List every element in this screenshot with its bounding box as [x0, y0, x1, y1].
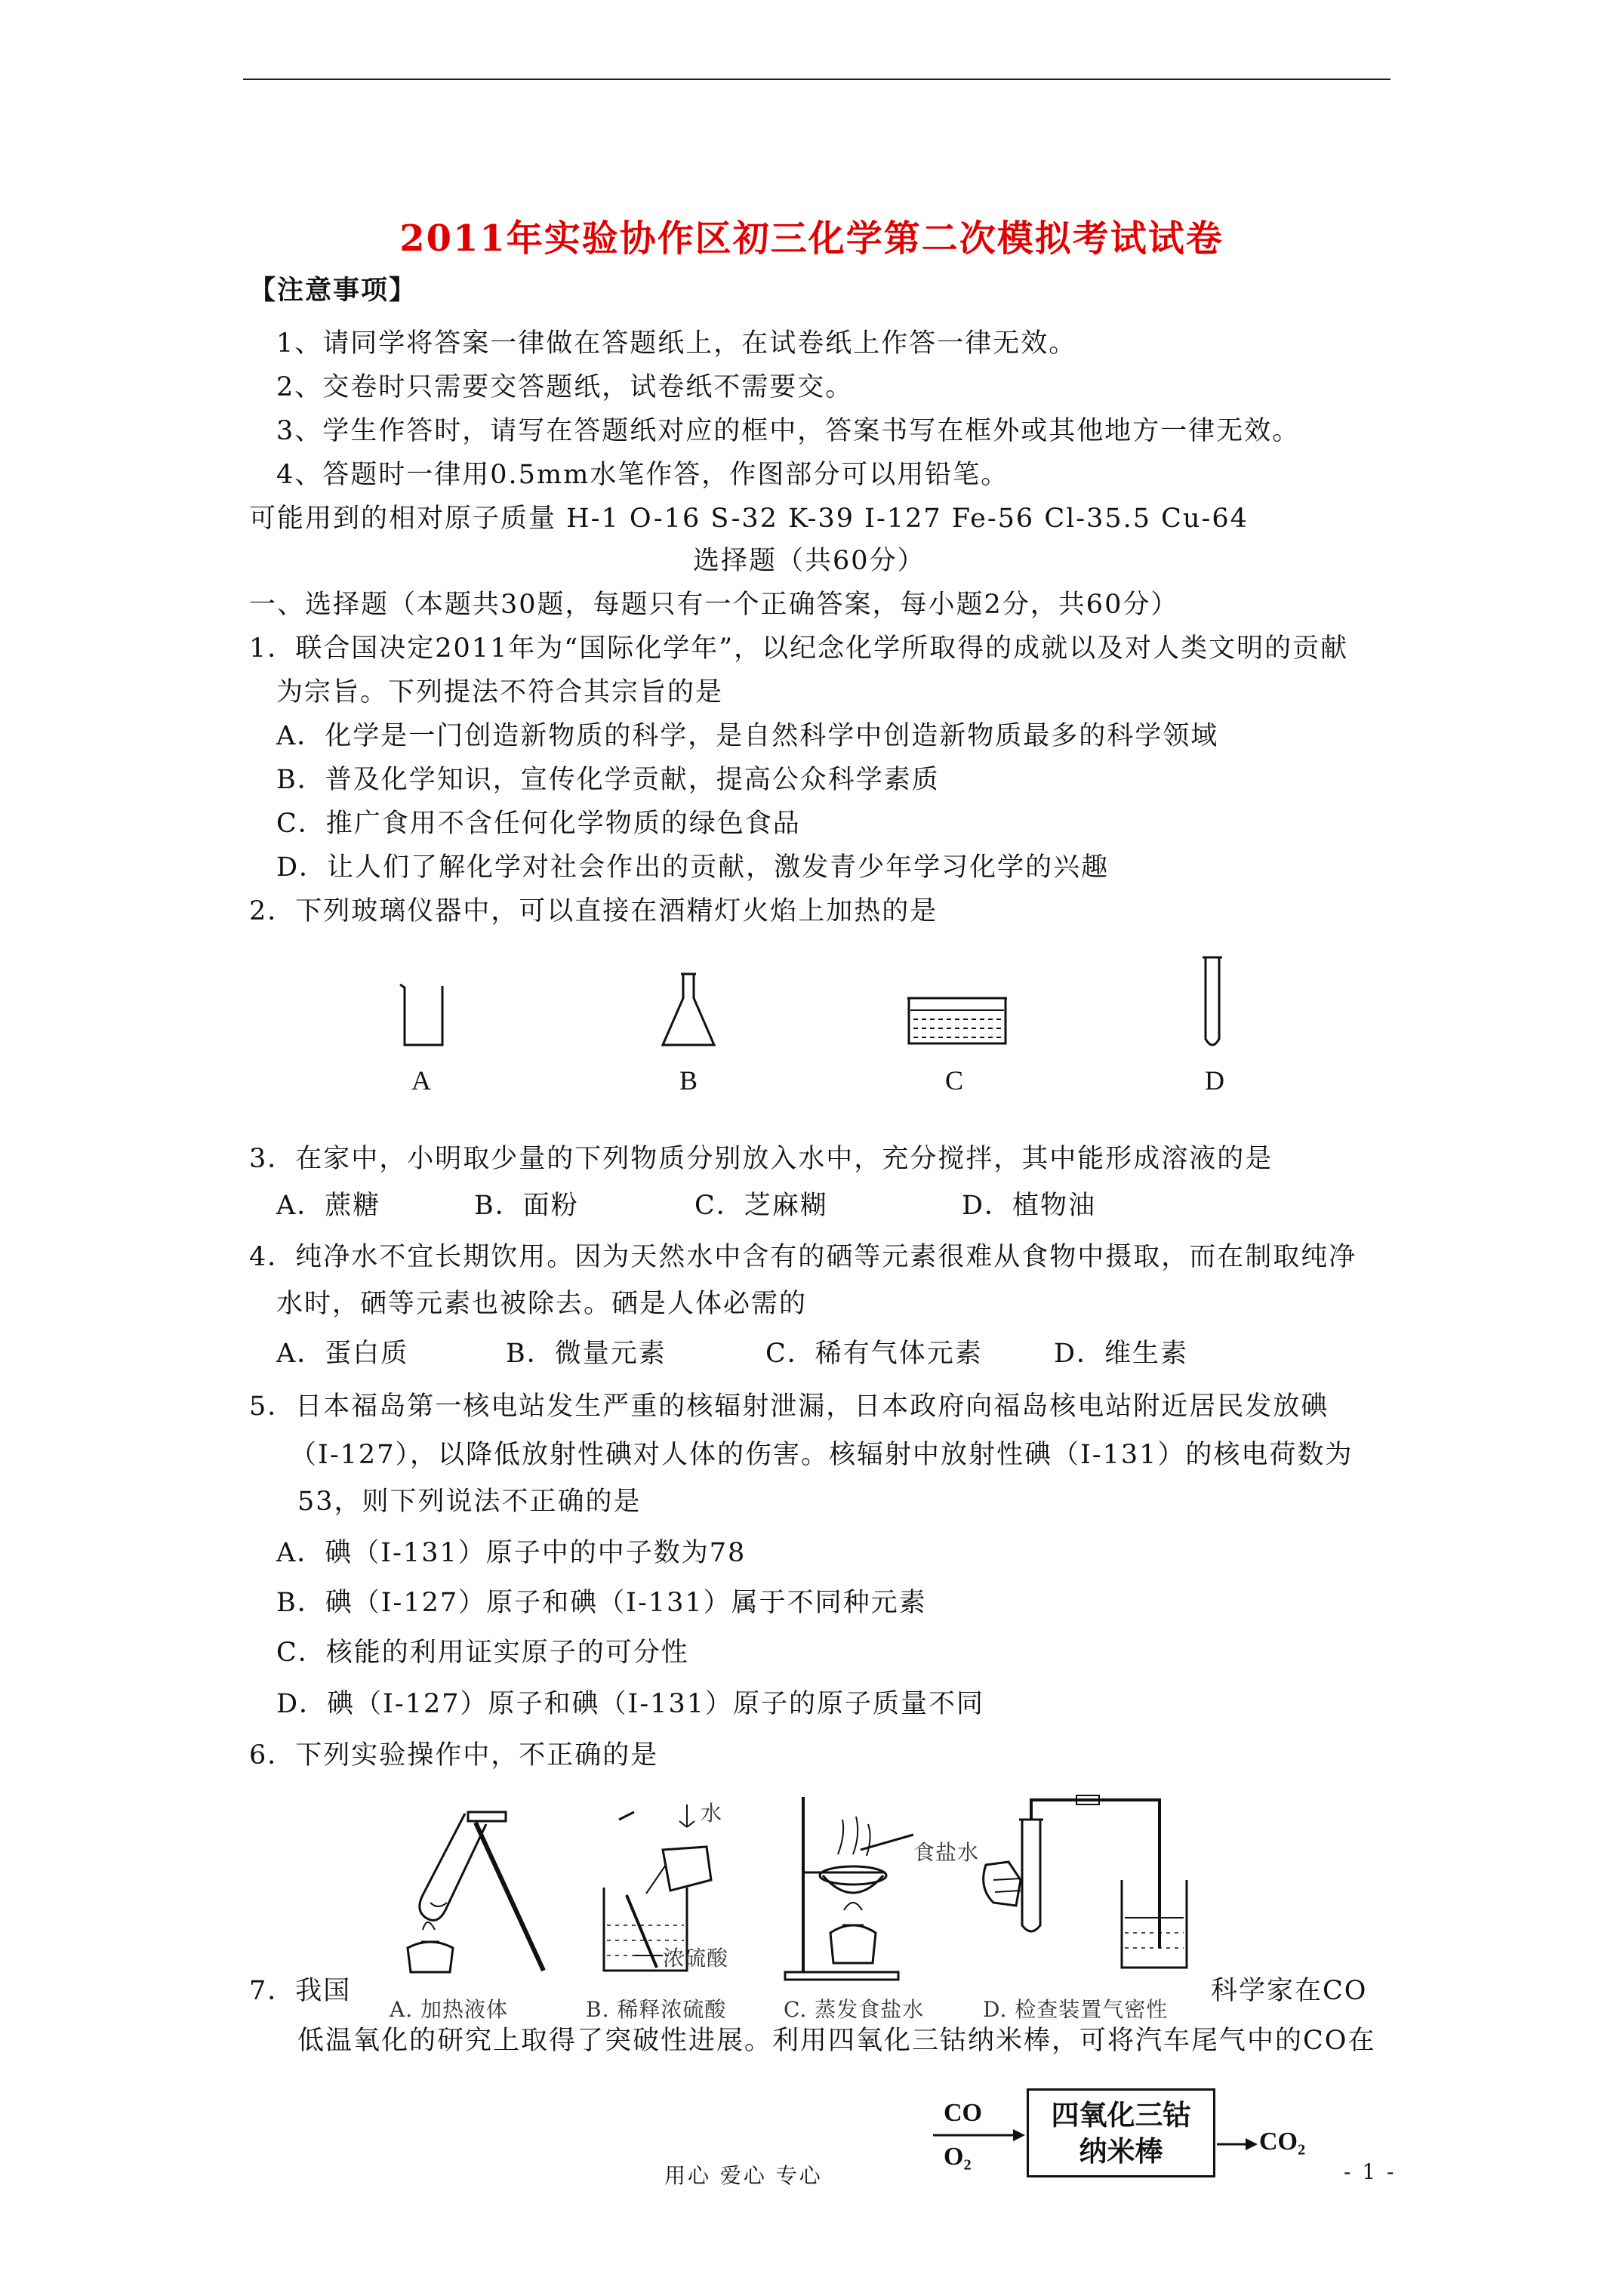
notice-item-3: 3、学生作答时，请写在答题纸对应的框中，答案书写在框外或其他地方一律无效。: [276, 416, 1301, 446]
q4-stem-line2: 水时，硒等元素也被除去。硒是人体必需的: [276, 1289, 808, 1319]
q3-option-a: A．蔗糖: [276, 1191, 381, 1221]
header-rule: [243, 79, 1390, 80]
test-tube-icon: [1199, 954, 1226, 1054]
q6-caption-b: B. 稀释浓硫酸: [586, 1997, 727, 2022]
catalyst-box-line1: 四氧化三钴: [1051, 2098, 1191, 2131]
q5-option-b: B．碘（I-127）原子和碘（I-131）属于不同种元素: [276, 1588, 927, 1618]
q7-stem-start: 7．我国: [249, 1976, 352, 2006]
notice-item-2: 2、交卷时只需要交答题纸，试卷纸不需要交。: [276, 372, 854, 402]
q5-stem-line1: 5．日本福岛第一核电站发生严重的核辐射泄漏，日本政府向福岛核电站附近居民发放碘: [249, 1391, 1329, 1422]
section-subtitle: 选择题（共60分）: [693, 546, 925, 576]
section-heading: 一、选择题（本题共30题，每题只有一个正确答案，每小题2分，共60分）: [249, 590, 1179, 620]
input-arrow-icon: [933, 2126, 1031, 2144]
q2-label-c: C: [945, 1065, 964, 1096]
q5-option-a: A．碘（I-131）原子中的中子数为78: [276, 1538, 747, 1568]
q6-caption-a: A. 加热液体: [390, 1997, 509, 2022]
q1-stem-line2: 为宗旨。下列提法不符合其宗旨的是: [276, 677, 724, 707]
q2-label-a: A: [411, 1065, 431, 1096]
q5-stem-line3: 53，则下列说法不正确的是: [297, 1487, 642, 1517]
evaporating-dish-icon: [904, 988, 1010, 1048]
q1-option-c: C．推广食用不含任何化学物质的绿色食品: [276, 809, 801, 839]
q2-label-d: D: [1205, 1065, 1224, 1096]
q1-option-a: A．化学是一门创造新物质的科学，是自然科学中创造新物质最多的科学领域: [276, 721, 1219, 751]
beaker-icon: [397, 982, 450, 1049]
q6-label-acid: 浓硫酸: [663, 1946, 729, 1971]
atomic-masses: 可能用到的相对原子质量 H-1 O-16 S-32 K-39 I-127 Fe-56 Cl-35.5 Cu-64: [249, 504, 1249, 534]
q4-option-a: A．蛋白质: [276, 1339, 409, 1369]
catalyst-box-line2: 纳米棒: [1079, 2134, 1163, 2168]
notice-item-1: 1、请同学将答案一律做在答题纸上，在试卷纸上作答一律无效。: [276, 328, 1077, 359]
catalyst-box: [1027, 2088, 1215, 2177]
q6-caption-c: C. 蒸发食盐水: [784, 1997, 925, 2022]
heating-liquid-icon: [393, 1797, 544, 1978]
q7-input-o2: O₂: [944, 2143, 972, 2171]
q7-output-co2: CO₂: [1259, 2128, 1306, 2156]
q5-stem-line2: （I-127），以降低放射性碘对人体的伤害。核辐射中放射性碘（I-131）的核电荷数为: [290, 1440, 1354, 1470]
q7-stem-end: 科学家在CO: [1211, 1976, 1368, 2006]
notice-item-4: 4、答题时一律用0.5mm水笔作答，作图部分可以用铅笔。: [276, 460, 1009, 490]
exam-title: 2011年实验协作区初三化学第二次模拟考试试卷: [399, 217, 1224, 260]
q4-stem-line1: 4．纯净水不宜长期饮用。因为天然水中含有的硒等元素很难从食物中摄取，而在制取纯净: [249, 1242, 1357, 1272]
page-number: - 1 -: [1344, 2159, 1397, 2184]
q6-label-brine: 食盐水: [913, 1840, 980, 1865]
q5-option-c: C．核能的利用证实原子的可分性: [276, 1638, 689, 1668]
q7-stem-line2: 低温氧化的研究上取得了突破性进展。利用四氧化三钴纳米棒，可将汽车尾气中的CO在: [297, 2026, 1376, 2056]
q2-label-b: B: [679, 1065, 698, 1096]
q1-stem-line1: 1．联合国决定2011年为“国际化学年”，以纪念化学所取得的成就以及对人类文明的贡献: [249, 633, 1349, 664]
q4-option-c: C．稀有气体元素: [765, 1339, 983, 1369]
conical-flask-icon: [658, 971, 719, 1049]
q4-option-b: B．微量元素: [506, 1339, 667, 1369]
airtightness-check-icon: [963, 1789, 1190, 1978]
notice-heading: 【注意事项】: [249, 275, 417, 306]
q3-option-d: D．植物油: [962, 1191, 1097, 1221]
q6-stem: 6．下列实验操作中，不正确的是: [249, 1740, 659, 1771]
q7-input-co: CO: [944, 2099, 982, 2127]
q6-label-water: 水: [701, 1801, 723, 1826]
q2-stem: 2．下列玻璃仪器中，可以直接在酒精灯火焰上加热的是: [249, 896, 938, 926]
q5-option-d: D．碘（I-127）原子和碘（I-131）原子的原子质量不同: [276, 1689, 984, 1719]
label-pointer-icon: [634, 1948, 664, 1963]
q1-option-b: B．普及化学知识，宣传化学贡献，提高公众科学素质: [276, 765, 940, 795]
q4-option-d: D．维生素: [1054, 1339, 1189, 1369]
output-arrow-icon: [1217, 2135, 1262, 2153]
q3-stem: 3．在家中，小明取少量的下列物质分别放入水中，充分搅拌，其中能形成溶液的是: [249, 1144, 1273, 1174]
footer-motto: 用心 爱心 专心: [664, 2163, 823, 2188]
q1-option-d: D．让人们了解化学对社会作出的贡献，激发青少年学习化学的兴趣: [276, 852, 1110, 883]
q3-option-c: C．芝麻糊: [694, 1191, 828, 1221]
q6-caption-d: D. 检查装置气密性: [983, 1997, 1169, 2022]
evaporation-setup-icon: [770, 1782, 951, 1984]
q3-option-b: B．面粉: [474, 1191, 579, 1221]
